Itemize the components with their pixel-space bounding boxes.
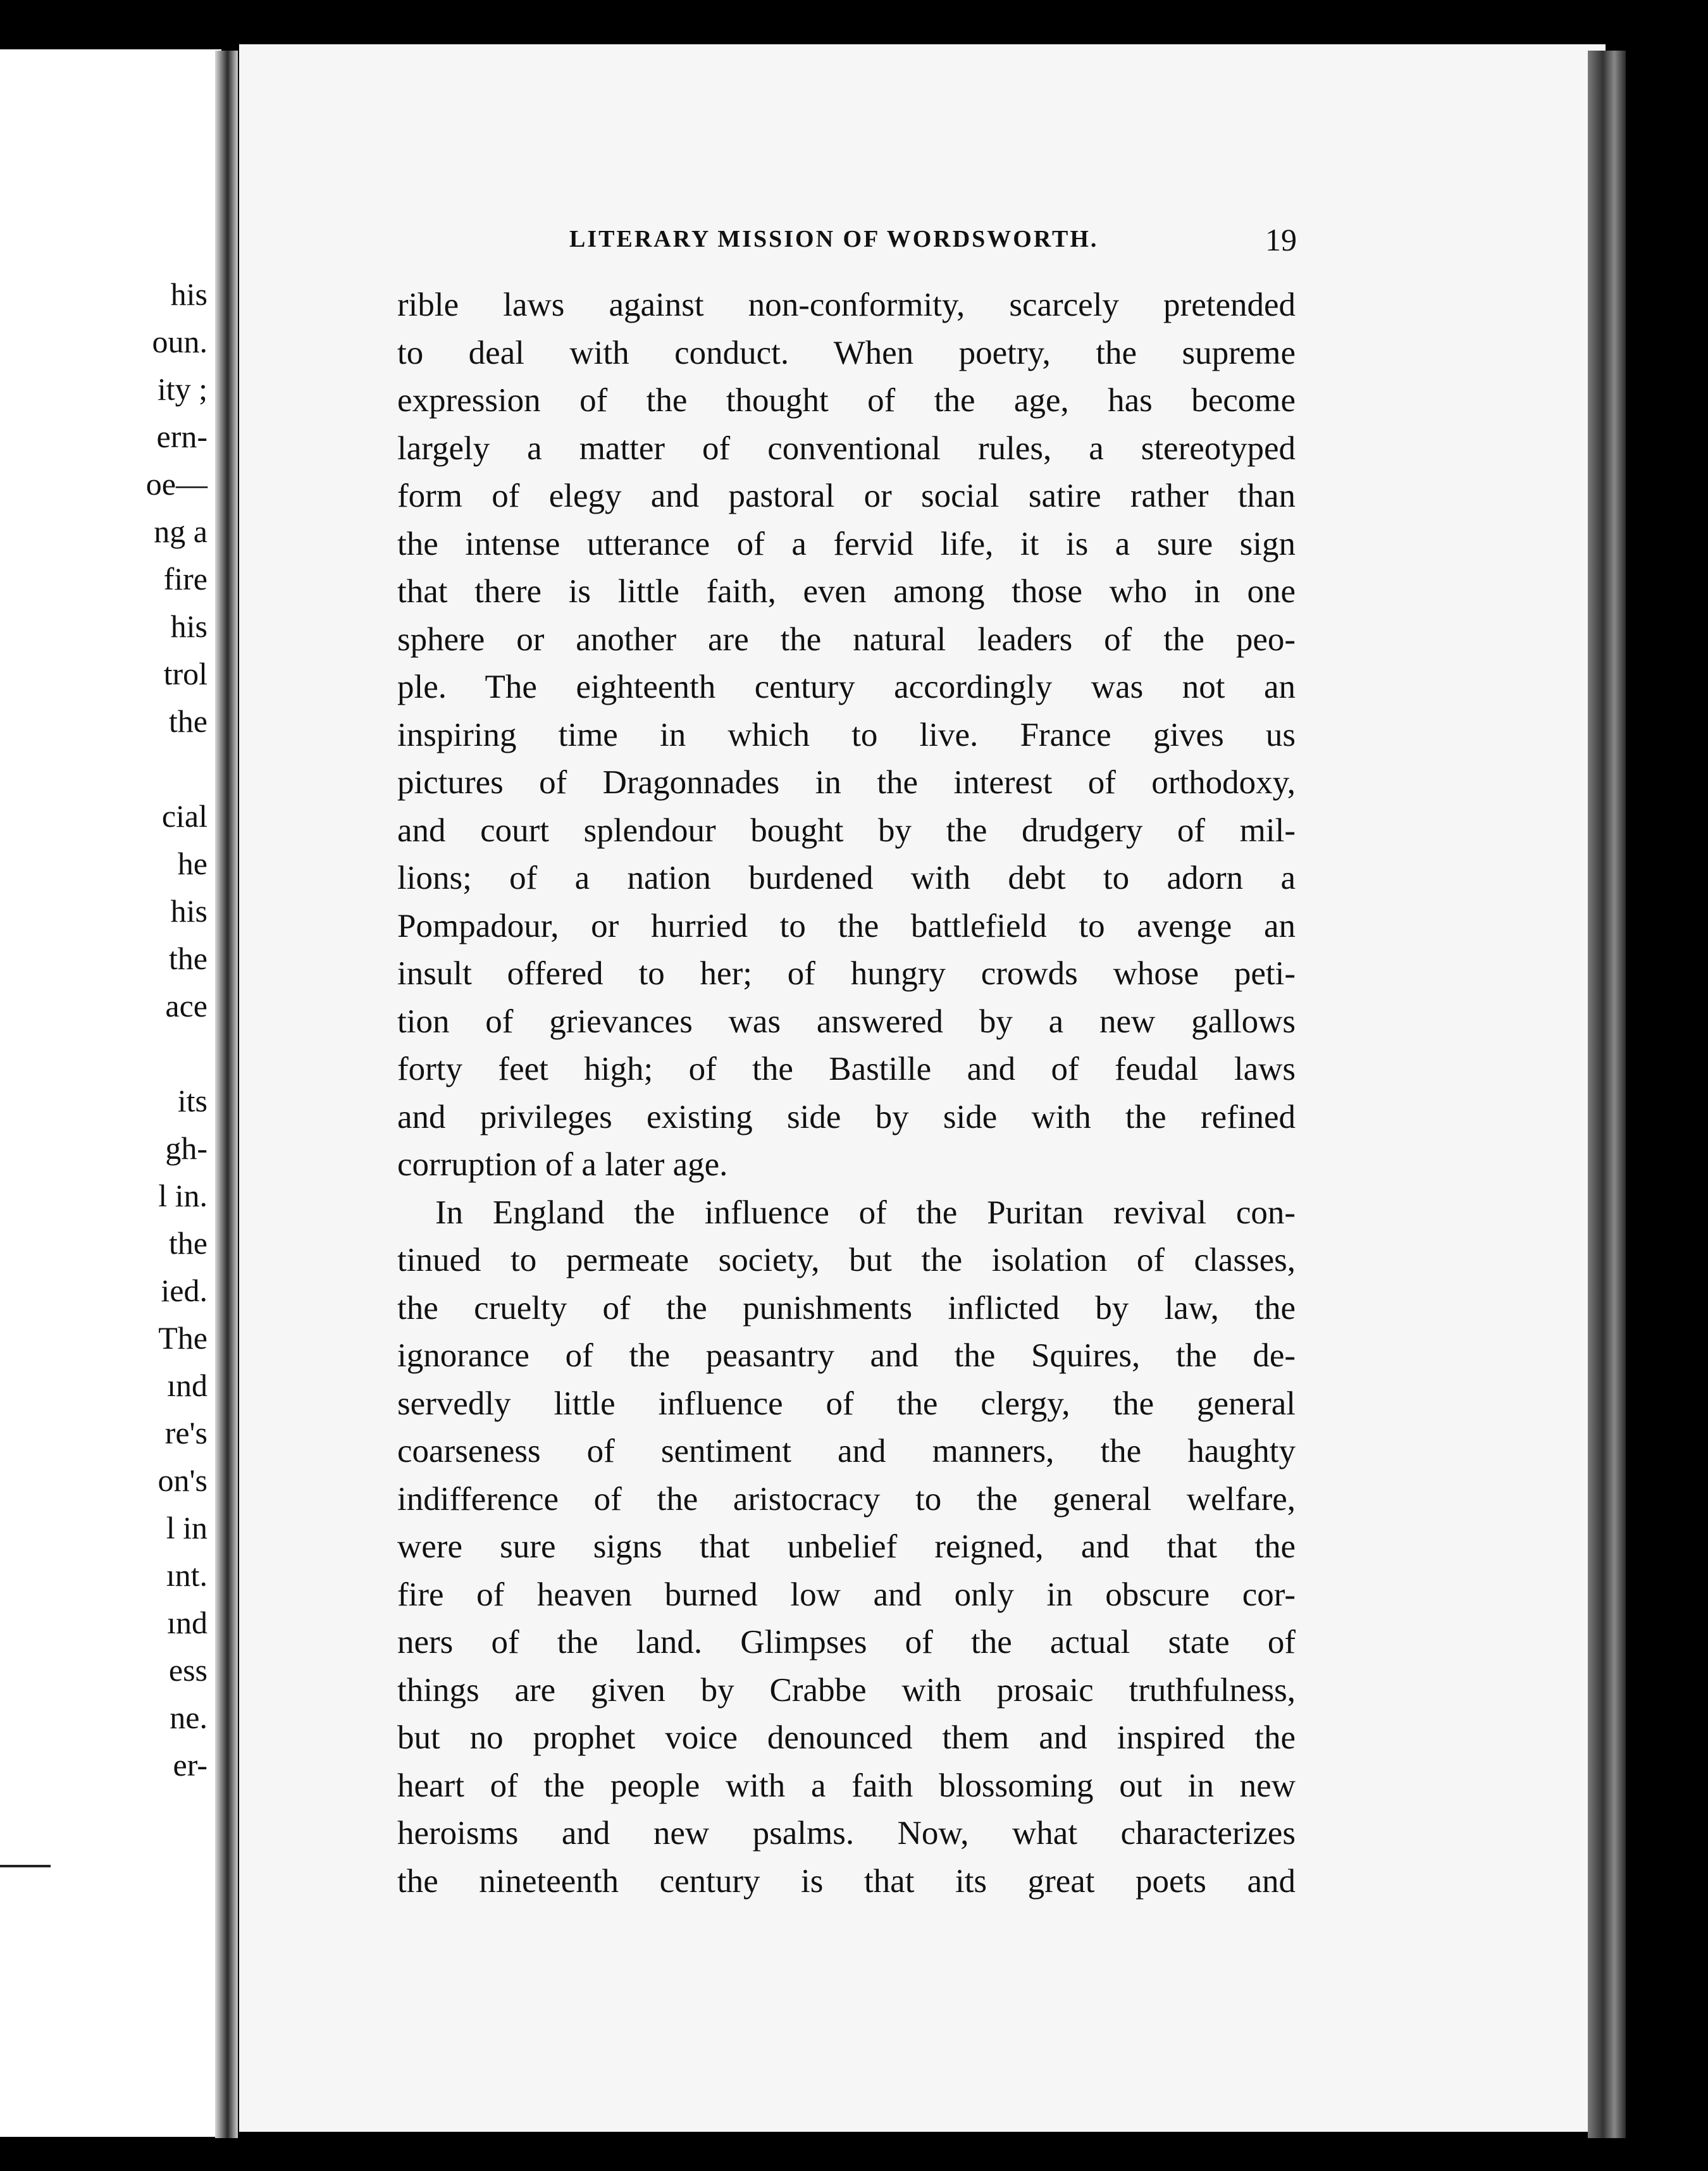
text-line: servedly little influence of the clergy, the general: [397, 1385, 1296, 1422]
left-fragment: the: [168, 703, 207, 739]
left-fragment: ace: [165, 988, 207, 1024]
left-fragment: his: [170, 893, 207, 929]
body-text: [397, 281, 1296, 1905]
text-line: and privileges existing side by side with the refined: [397, 1098, 1296, 1135]
text-line: corruption of a later age.: [397, 1146, 728, 1183]
left-facing-page: [0, 49, 221, 2137]
text-line: heart of the people with a faith blossoming out in new: [397, 1767, 1296, 1804]
text-line: ignorance of the peasantry and the Squires, the de-: [397, 1337, 1296, 1374]
left-fragment: the: [168, 1225, 207, 1261]
left-fragment: its: [177, 1083, 207, 1118]
left-fragment: re's: [164, 1415, 207, 1450]
left-fragment: his: [170, 276, 207, 312]
left-page-rule: [0, 1865, 51, 1867]
text-line: sphere or another are the natural leaders of the peo-: [397, 621, 1296, 658]
left-fragment: ng a: [154, 514, 207, 549]
text-line: largely a matter of conventional rules, a stereotyped: [397, 430, 1296, 467]
left-fragment: his: [170, 609, 207, 644]
left-fragment: l in: [166, 1510, 207, 1545]
left-fragment: ity ;: [157, 371, 207, 407]
text-line: expression of the thought of the age, has become: [397, 382, 1296, 419]
text-line: were sure signs that unbelief reigned, and that the: [397, 1528, 1296, 1565]
text-line: ple. The eighteenth century accordingly was not an: [397, 669, 1296, 705]
text-line: and court splendour bought by the drudgery of mil-: [397, 812, 1296, 849]
running-head: LITERARY MISSION OF WORDSWORTH.: [569, 226, 1099, 252]
left-fragment: fire: [163, 561, 207, 597]
text-line: that there is little faith, even among those who in one: [397, 573, 1296, 610]
left-fragment: trol: [163, 656, 207, 691]
left-fragment: gh-: [165, 1130, 207, 1166]
text-line: tinued to permeate society, but the isolation of classes,: [397, 1242, 1296, 1278]
text-line: heroisms and new psalms. Now, what characterizes: [397, 1815, 1296, 1852]
text-line: coarseness of sentiment and manners, the haughty: [397, 1433, 1296, 1469]
text-line: pictures of Dragonnades in the interest of orthodoxy,: [397, 764, 1296, 801]
left-fragment: the: [168, 941, 207, 976]
text-line: In England the influence of the Puritan revival con-: [435, 1194, 1296, 1231]
left-fragment: ne.: [170, 1700, 207, 1735]
left-fragment: ınd: [167, 1605, 207, 1640]
page-number: 19: [1265, 222, 1297, 257]
left-fragment: cial: [161, 798, 207, 834]
page-header: [569, 221, 1297, 259]
text-line: but no prophet voice denounced them and inspired the: [397, 1719, 1296, 1756]
text-line: the cruelty of the punishments inflicted by law, the: [397, 1289, 1296, 1327]
left-fragment: ess: [168, 1652, 207, 1688]
text-line: Pompadour, or hurried to the battlefield to avenge an: [397, 907, 1296, 944]
text-line: the intense utterance of a fervid life, it is a sure sign: [397, 525, 1296, 562]
text-line: rible laws against non-conformity, scarcely pretended: [397, 287, 1296, 323]
left-fragment: oe—: [145, 466, 207, 502]
left-fragment: l in.: [158, 1178, 207, 1213]
left-fragment: ied.: [161, 1273, 207, 1308]
text-line: lions; of a nation burdened with debt to adorn a: [397, 860, 1296, 896]
text-line: forty feet high; of the Bastille and of feudal laws: [397, 1051, 1296, 1087]
left-fragment: ınt.: [166, 1557, 207, 1593]
left-fragment: er-: [173, 1747, 207, 1783]
text-line: fire of heaven burned low and only in obscure cor-: [397, 1576, 1296, 1613]
text-line: form of elegy and pastoral or social satire rather than: [397, 478, 1296, 514]
text-line: ners of the land. Glimpses of the actual state of: [397, 1624, 1296, 1661]
left-fragment: on's: [158, 1463, 207, 1498]
left-fragment: The: [158, 1320, 207, 1356]
text-line: indifference of the aristocracy to the general welfare,: [397, 1480, 1296, 1518]
text-line: the nineteenth century is that its great poets and: [397, 1862, 1296, 1900]
book-gutter: [215, 51, 238, 2138]
text-line: to deal with conduct. When poetry, the supreme: [397, 334, 1296, 371]
text-line: inspiring time in which to live. France gives us: [397, 716, 1296, 753]
page-edges: [1588, 51, 1626, 2138]
left-fragment: ern-: [156, 419, 207, 454]
left-fragment: ınd: [167, 1368, 207, 1403]
left-fragment: he: [177, 846, 207, 881]
text-line: things are given by Crabbe with prosaic truthfulness,: [397, 1671, 1296, 1709]
text-line: insult offered to her; of hungry crowds whose peti-: [397, 955, 1296, 992]
left-fragment: oun.: [152, 324, 207, 359]
text-line: tion of grievances was answered by a new gallows: [397, 1003, 1296, 1040]
